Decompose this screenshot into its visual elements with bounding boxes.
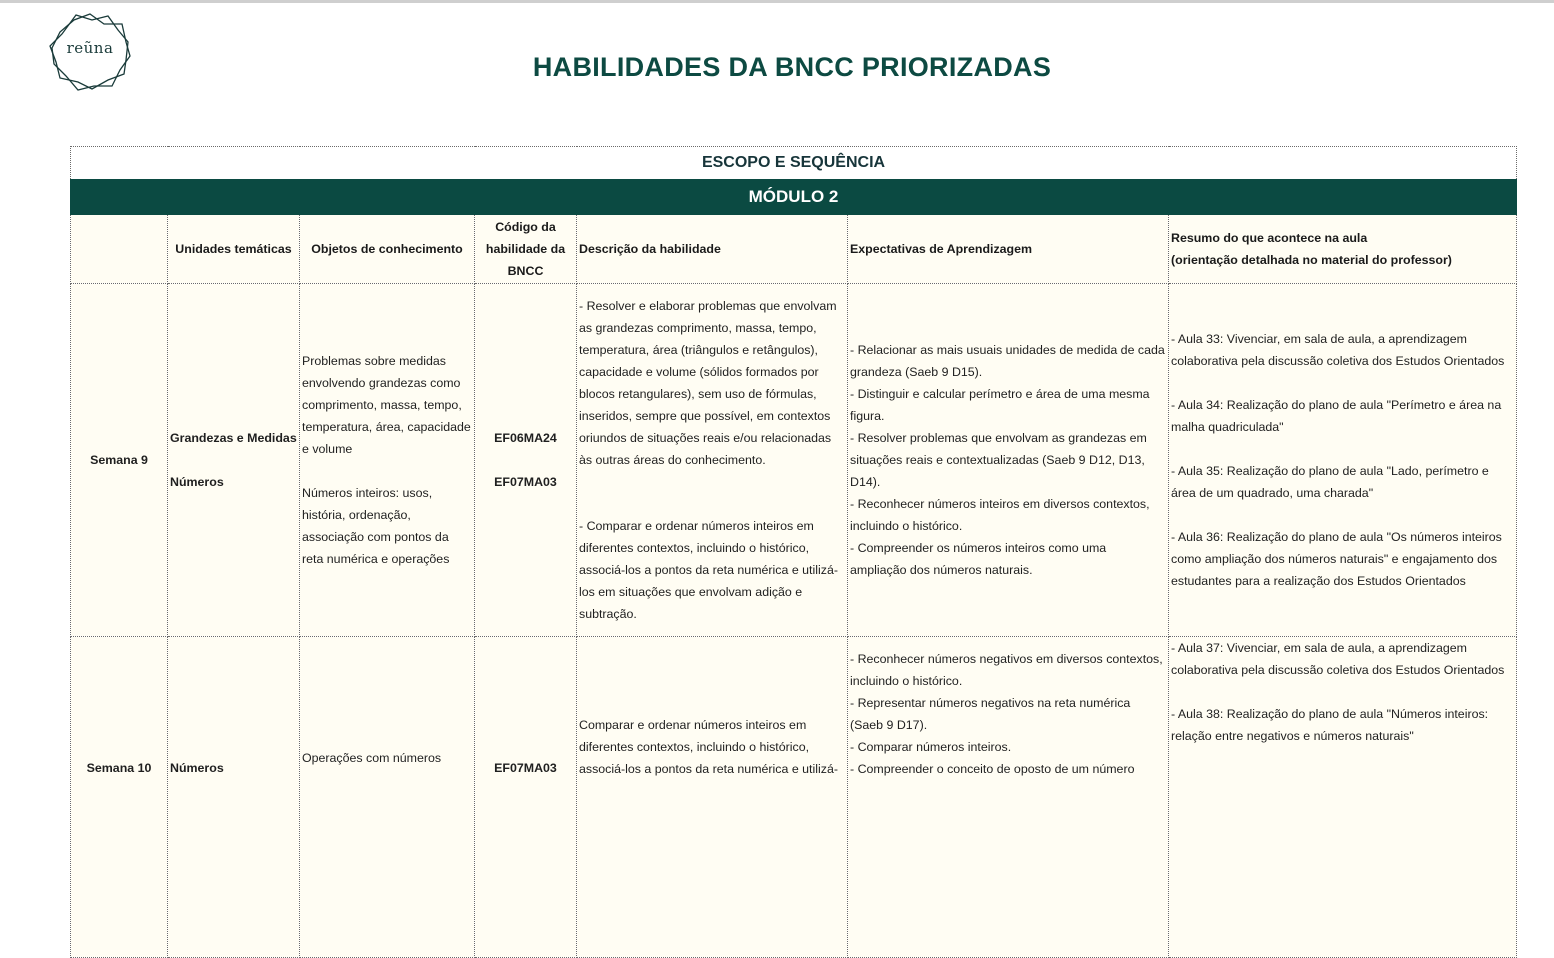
summary-item: - Aula 37: Vivenciar, em sala de aula, a aprendizagem colaborativa pela discussão coletiva dos Estudos Orientados xyxy=(1171,641,1505,677)
summary-item: - Aula 36: Realização do plano de aula "Os números inteiros como ampliação dos números naturais" e engajamento dos estudantes para a realização dos Estudos Orientados xyxy=(1171,530,1502,588)
summary-item: - Aula 38: Realização do plano de aula "Números inteiros: relação entre negativos e números naturais" xyxy=(1171,707,1489,743)
expectation-item: - Distinguir e calcular perímetro e área de uma mesma figura. xyxy=(850,387,1150,423)
page-title: HABILIDADES DA BNCC PRIORIZADAS xyxy=(532,52,1052,82)
learning-expectations xyxy=(848,637,1169,958)
unit-label: Números xyxy=(168,637,300,958)
learning-expectations xyxy=(848,284,1169,637)
expectation-item: - Compreender os números inteiros como uma ampliação dos números naturais. xyxy=(850,541,1107,577)
expectation-item: - Relacionar as mais usuais unidades de medida de cada grandeza (Saeb 9 D15). xyxy=(850,343,1165,379)
header-code: Código da habilidade da BNCC xyxy=(475,215,577,284)
expectation-item: - Comparar números inteiros. xyxy=(850,740,1012,754)
expectation-item: - Resolver problemas que envolvam as grandezas em situações reais e contextualizadas (Saeb 9 D12, D13, D14). xyxy=(850,431,1147,489)
week-label: Semana 9 xyxy=(71,284,168,637)
header-description: Descrição da habilidade xyxy=(577,215,848,284)
bncc-code: EF07MA03 xyxy=(494,475,557,489)
expectation-item: - Reconhecer números inteiros em diversos contextos, incluindo o histórico. xyxy=(850,497,1150,533)
header-row xyxy=(71,215,1517,284)
object-text: Números inteiros: usos, história, ordenação, associação com pontos da reta numérica e operações xyxy=(302,486,450,566)
header-week xyxy=(71,215,168,284)
lesson-summary xyxy=(1169,284,1517,637)
description-text: - Comparar e ordenar números inteiros em diferentes contextos, incluindo o histórico, associá-los a pontos da reta numérica e utilizá-los em situações que envolvam adição e subtração. xyxy=(579,519,838,621)
week-label: Semana 10 xyxy=(71,637,168,958)
description-text: - Resolver e elaborar problemas que envolvam as grandezas comprimento, massa, tempo, temperatura, área (triângulos e retângulos), capacidade e volume (sólidos formados por blocos retangulares), sem uso de fórmulas, inseridos, sempre que possível, em contextos oriundos de situações reais e/ou relacionadas às outras áreas do conhecimento. xyxy=(579,299,837,467)
summary-item: - Aula 33: Vivenciar, em sala de aula, a aprendizagem colaborativa pela discussão coletiva dos Estudos Orientados xyxy=(1171,332,1505,368)
object-text: Operações com números xyxy=(300,637,475,958)
thematic-units xyxy=(168,284,300,637)
object-text: Problemas sobre medidas envolvendo grandezas como comprimento, massa, tempo, temperatura, área, capacidade e volume xyxy=(302,354,471,456)
expectation-item: - Reconhecer números negativos em diversos contextos, incluindo o histórico. xyxy=(850,652,1163,688)
module-row xyxy=(71,180,1517,215)
unit-label: Números xyxy=(170,475,224,489)
knowledge-objects xyxy=(300,284,475,637)
header-units: Unidades temáticas xyxy=(168,215,300,284)
header-summary-line1: Resumo do que acontece na aula xyxy=(1171,231,1368,245)
table-row xyxy=(71,284,1517,637)
unit-label: Grandezas e Medidas xyxy=(170,431,297,445)
header-expectations: Expectativas de Aprendizagem xyxy=(848,215,1169,284)
scope-row xyxy=(71,147,1517,180)
description-text: Comparar e ordenar números inteiros em diferentes contextos, incluindo o histórico, associá-los a pontos da reta numérica e utilizá- xyxy=(577,637,848,958)
summary-item: - Aula 34: Realização do plano de aula "Perímetro e área na malha quadriculada" xyxy=(1171,398,1502,434)
expectation-item: - Representar números negativos na reta numérica (Saeb 9 D17). xyxy=(850,696,1131,732)
header-objects: Objetos de conhecimento xyxy=(300,215,475,284)
bncc-code: EF06MA24 xyxy=(494,431,557,445)
lesson-summary xyxy=(1169,637,1517,958)
bncc-codes xyxy=(475,284,577,637)
expectation-item: - Compreender o conceito de oposto de um número xyxy=(850,762,1135,776)
header-summary xyxy=(1169,215,1517,284)
scope-title: ESCOPO E SEQUÊNCIA xyxy=(71,147,1517,180)
bncc-code: EF07MA03 xyxy=(475,637,577,958)
scope-sequence-table xyxy=(70,146,1517,958)
table-row xyxy=(71,637,1517,958)
header-summary-line2: (orientação detalhada no material do professor) xyxy=(1171,253,1452,267)
skill-description xyxy=(577,284,848,637)
module-title: MÓDULO 2 xyxy=(71,180,1517,215)
summary-item: - Aula 35: Realização do plano de aula "Lado, perímetro e área de um quadrado, uma charada" xyxy=(1171,464,1489,500)
logo-text: reũna xyxy=(66,39,114,57)
top-border xyxy=(0,0,1554,3)
